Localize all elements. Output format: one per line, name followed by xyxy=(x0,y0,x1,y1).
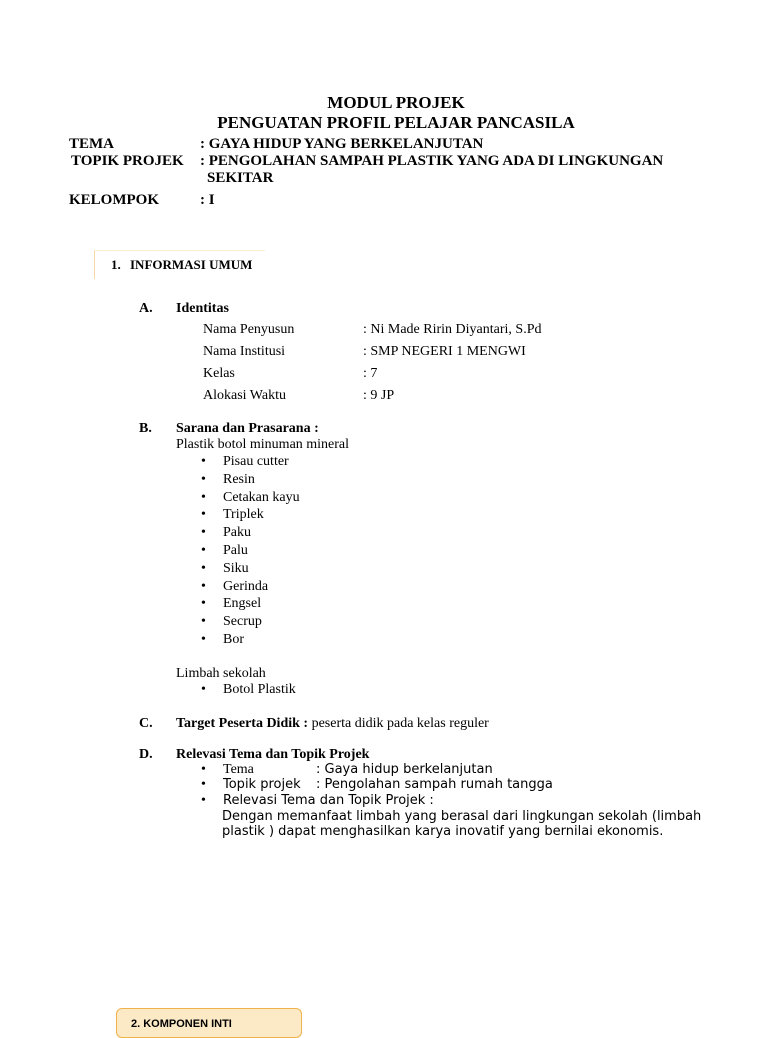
document-subtitle: PENGUATAN PROFIL PELAJAR PANCASILA xyxy=(217,113,575,132)
sarana-item: Resin xyxy=(223,472,255,487)
sarana-item: Gerinda xyxy=(223,579,269,594)
identitas-value: : SMP NEGERI 1 MENGWI xyxy=(363,344,526,359)
bullet-glyph: • xyxy=(201,596,206,611)
topik-label: TOPIK PROJEK xyxy=(71,153,184,169)
section-1-heading xyxy=(111,257,252,273)
bullet-glyph: • xyxy=(201,507,206,522)
identitas-label: Nama Institusi xyxy=(203,344,286,359)
bullet-glyph: • xyxy=(201,490,206,505)
bullet-glyph: • xyxy=(201,561,206,576)
identitas-label: Nama Penyusun xyxy=(203,322,295,337)
sarana-item: Paku xyxy=(223,525,251,540)
bullet-glyph: • xyxy=(201,579,206,594)
bullet-glyph: • xyxy=(201,614,206,629)
bullet-glyph: • xyxy=(201,525,206,540)
bullet-glyph: • xyxy=(201,682,206,697)
kelompok-value: : I xyxy=(200,192,215,208)
target-line xyxy=(176,716,489,732)
identitas-marker: A. xyxy=(139,301,153,316)
tema-value: : GAYA HIDUP YANG BERKELANJUTAN xyxy=(200,136,484,152)
section-2-box xyxy=(116,1008,302,1038)
sarana-item: Pisau cutter xyxy=(223,454,289,469)
sarana-item: Bor xyxy=(223,632,244,647)
sarana-item: Triplek xyxy=(223,507,264,522)
bullet-glyph: • xyxy=(201,632,206,647)
sarana-item: Siku xyxy=(223,561,249,576)
target-text: peserta didik pada kelas reguler xyxy=(308,716,489,731)
sarana-item: Palu xyxy=(223,543,248,558)
limbah-item: Botol Plastik xyxy=(223,682,296,697)
relevansi-relevasi-label: Relevasi Tema dan Topik Projek : xyxy=(223,793,434,808)
bullet-glyph: • xyxy=(201,472,206,487)
document-title: MODUL PROJEK xyxy=(327,93,465,112)
target-heading: Target Peserta Didik : xyxy=(176,716,309,731)
relevansi-tema-value: : Gaya hidup berkelanjutan xyxy=(316,762,493,777)
bullet-glyph: • xyxy=(201,762,206,777)
sarana-item: Secrup xyxy=(223,614,262,629)
identitas-value: : Ni Made Ririn Diyantari, S.Pd xyxy=(363,322,542,337)
sarana-intro: Plastik botol minuman mineral xyxy=(176,437,350,452)
relevansi-topik-label: Topik projek xyxy=(223,777,301,792)
sarana-item: Engsel xyxy=(223,596,262,611)
identitas-label: Kelas xyxy=(203,366,235,381)
section-2-label: 2. KOMPONEN INTI xyxy=(131,1018,232,1030)
limbah-label: Limbah sekolah xyxy=(176,666,266,681)
identitas-heading: Identitas xyxy=(176,301,229,316)
relevansi-paragraph-line1: Dengan memanfaat limbah yang berasal dari lingkungan sekolah (limbah xyxy=(222,809,702,824)
relevansi-paragraph-line2: plastik ) dapat menghasilkan karya inovatif yang bernilai ekonomis. xyxy=(222,824,664,839)
identitas-value: : 7 xyxy=(363,366,378,381)
relevansi-tema-label: Tema xyxy=(223,762,254,777)
topik-value-line1: : PENGOLAHAN SAMPAH PLASTIK YANG ADA DI LINGKUNGAN xyxy=(200,153,664,169)
topik-value-line2: SEKITAR xyxy=(207,170,274,186)
bullet-glyph: • xyxy=(201,454,206,469)
target-marker: C. xyxy=(139,716,153,731)
identitas-value: : 9 JP xyxy=(363,388,395,403)
sarana-item: Cetakan kayu xyxy=(223,490,300,505)
relevansi-topik-value: : Pengolahan sampah rumah tangga xyxy=(316,777,553,792)
bullet-glyph: • xyxy=(201,543,206,558)
sarana-marker: B. xyxy=(139,421,152,436)
section-1-number: 1. xyxy=(111,257,121,272)
relevansi-heading: Relevasi Tema dan Topik Projek xyxy=(176,747,370,762)
bullet-glyph: • xyxy=(201,777,206,792)
tema-label: TEMA xyxy=(69,136,114,152)
bullet-glyph: • xyxy=(201,793,206,808)
section-1-label: INFORMASI UMUM xyxy=(130,257,253,272)
kelompok-label: KELOMPOK xyxy=(69,192,159,208)
sarana-heading: Sarana dan Prasarana : xyxy=(176,421,319,436)
relevansi-marker: D. xyxy=(139,747,153,762)
identitas-label: Alokasi Waktu xyxy=(203,388,286,403)
